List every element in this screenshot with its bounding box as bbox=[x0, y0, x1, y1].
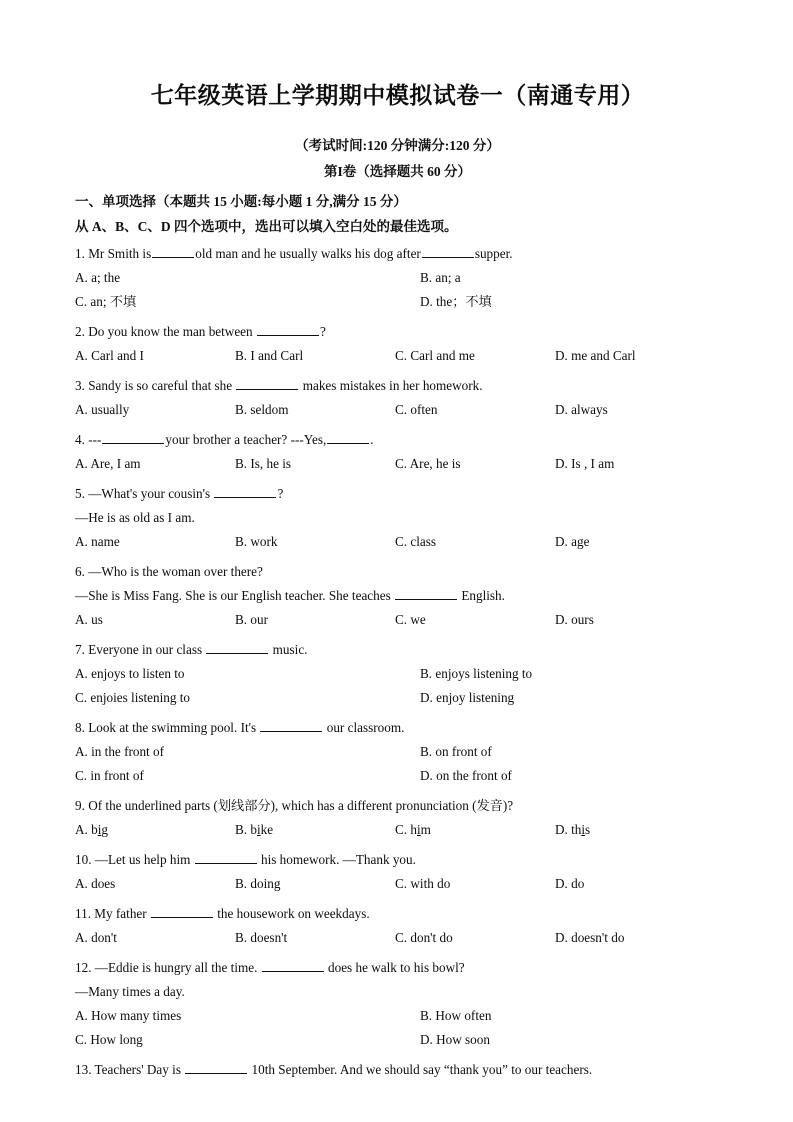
option-row bbox=[75, 290, 720, 314]
question-number: 9. bbox=[75, 798, 85, 814]
underlined-letter: i bbox=[256, 822, 261, 838]
question-text: Everyone in our class bbox=[88, 642, 206, 658]
page-title: 七年级英语上学期期中模拟试卷一（南通专用） bbox=[150, 83, 645, 108]
question-block bbox=[75, 638, 720, 710]
question-text: --- bbox=[88, 432, 102, 448]
option-item[interactable]: B. our bbox=[235, 612, 268, 628]
option-row bbox=[75, 608, 720, 632]
option-row bbox=[75, 530, 720, 554]
option-item[interactable]: D. the；不填 bbox=[420, 294, 492, 310]
question-number: 12. bbox=[75, 960, 92, 976]
question-text: supper. bbox=[474, 246, 513, 262]
option-item[interactable]: D. enjoy listening bbox=[420, 690, 515, 706]
option-row bbox=[75, 1004, 720, 1028]
question-stem bbox=[75, 956, 720, 980]
question-stem bbox=[75, 242, 720, 266]
question-stem-line2: —Many times a day. bbox=[75, 984, 185, 1000]
option-item[interactable]: C. we bbox=[395, 612, 426, 628]
option-item[interactable]: D. Is , I am bbox=[555, 456, 615, 472]
question-number: 2. bbox=[75, 324, 85, 340]
question-text: the housework on weekdays. bbox=[213, 906, 370, 922]
option-item[interactable]: C. him bbox=[395, 822, 431, 838]
option-item[interactable]: A. us bbox=[75, 612, 103, 628]
option-row bbox=[75, 764, 720, 788]
question-text: Sandy is so careful that she bbox=[88, 378, 236, 394]
option-item[interactable]: A. How many times bbox=[75, 1008, 182, 1024]
option-item[interactable]: C. an; 不填 bbox=[75, 294, 137, 310]
question-block bbox=[75, 956, 720, 1052]
option-item[interactable]: C. with do bbox=[395, 876, 451, 892]
option-item[interactable]: B. bike bbox=[235, 822, 274, 838]
question-block bbox=[75, 848, 720, 896]
question-stem bbox=[75, 1058, 720, 1082]
question-stem bbox=[75, 560, 720, 584]
question-text: —Let us help him bbox=[94, 852, 194, 868]
answer-blank bbox=[395, 587, 457, 601]
question-number: 5. bbox=[75, 486, 85, 502]
question-stem bbox=[75, 374, 720, 398]
option-item[interactable]: D. do bbox=[555, 876, 585, 892]
question-number: 13. bbox=[75, 1062, 92, 1078]
question-number: 3. bbox=[75, 378, 85, 394]
question-stem bbox=[75, 716, 720, 740]
option-item[interactable]: D. age bbox=[555, 534, 590, 550]
question-number: 6. bbox=[75, 564, 85, 580]
option-row bbox=[75, 662, 720, 686]
option-item[interactable]: C. Are, he is bbox=[395, 456, 461, 472]
question-stem bbox=[75, 482, 720, 506]
questions-list bbox=[75, 242, 720, 1082]
option-item[interactable]: B. How often bbox=[420, 1008, 492, 1024]
option-row bbox=[75, 452, 720, 476]
option-item[interactable]: C. How long bbox=[75, 1032, 143, 1048]
answer-blank bbox=[195, 851, 257, 865]
question-block bbox=[75, 320, 720, 368]
question-number: 10. bbox=[75, 852, 92, 868]
option-item[interactable]: A. does bbox=[75, 876, 116, 892]
question-stem bbox=[75, 794, 720, 818]
answer-blank bbox=[102, 431, 164, 445]
answer-blank bbox=[152, 245, 194, 259]
question-text: English. bbox=[458, 588, 505, 604]
option-item[interactable]: A. name bbox=[75, 534, 120, 550]
answer-blank bbox=[262, 959, 324, 973]
question-block bbox=[75, 482, 720, 554]
option-item[interactable]: D. on the front of bbox=[420, 768, 512, 784]
option-item[interactable]: D. doesn't do bbox=[555, 930, 625, 946]
question-block bbox=[75, 902, 720, 950]
question-block bbox=[75, 428, 720, 476]
question-block bbox=[75, 374, 720, 422]
question-stem bbox=[75, 428, 720, 452]
question-number: 4. bbox=[75, 432, 85, 448]
question-stem bbox=[75, 320, 720, 344]
question-number: 11. bbox=[75, 906, 91, 922]
question-block bbox=[75, 242, 720, 314]
answer-blank bbox=[185, 1061, 247, 1075]
option-row bbox=[75, 740, 720, 764]
section-directions: 从 A、B、C、D 四个选项中，选出可以填入空白处的最佳选项。 bbox=[75, 219, 458, 235]
question-text: Of the underlined parts (划线部分), which has a different pronunciation (发音)? bbox=[88, 798, 514, 814]
question-block bbox=[75, 716, 720, 788]
option-item[interactable]: B. on front of bbox=[420, 744, 492, 760]
question-number: 1. bbox=[75, 246, 85, 262]
underlined-letter: i bbox=[97, 822, 102, 838]
option-item[interactable]: A. enjoys to listen to bbox=[75, 666, 185, 682]
question-stem bbox=[75, 638, 720, 662]
question-stem bbox=[75, 848, 720, 872]
question-text: his homework. —Thank you. bbox=[257, 852, 416, 868]
option-item[interactable]: B. seldom bbox=[235, 402, 289, 418]
answer-blank bbox=[206, 641, 268, 655]
option-item[interactable]: A. usually bbox=[75, 402, 130, 418]
exam-info: （考试时间:120 分钟满分:120 分） bbox=[295, 137, 500, 153]
option-item[interactable]: D. ours bbox=[555, 612, 594, 628]
question-block bbox=[75, 1058, 720, 1082]
question-text: —Who is the woman over there? bbox=[88, 564, 263, 580]
question-text: music. bbox=[269, 642, 308, 658]
question-stem bbox=[75, 902, 720, 926]
question-block bbox=[75, 560, 720, 632]
option-item[interactable]: D. How soon bbox=[420, 1032, 490, 1048]
question-text: Do you know the man between bbox=[88, 324, 256, 340]
answer-blank bbox=[260, 719, 322, 733]
option-item[interactable]: B. an; a bbox=[420, 270, 461, 286]
option-item[interactable]: B. doing bbox=[235, 876, 281, 892]
question-number: 7. bbox=[75, 642, 85, 658]
question-text: makes mistakes in her homework. bbox=[299, 378, 483, 394]
option-row bbox=[75, 926, 720, 950]
question-text: does he walk to his bowl? bbox=[324, 960, 465, 976]
question-text: our classroom. bbox=[323, 720, 405, 736]
option-item[interactable]: A. Carl and I bbox=[75, 348, 144, 364]
answer-blank bbox=[422, 245, 474, 259]
option-item[interactable]: C. often bbox=[395, 402, 438, 418]
option-row bbox=[75, 686, 720, 710]
option-item[interactable]: C. Carl and me bbox=[395, 348, 475, 364]
section-heading: 一、单项选择（本题共 15 小题:每小题 1 分,满分 15 分） bbox=[75, 193, 407, 209]
option-item[interactable]: D. always bbox=[555, 402, 608, 418]
question-text: Mr Smith is bbox=[88, 246, 152, 262]
answer-blank bbox=[236, 377, 298, 391]
option-item[interactable]: B. I and Carl bbox=[235, 348, 304, 364]
option-item[interactable]: C. in front of bbox=[75, 768, 144, 784]
option-item[interactable]: A. Are, I am bbox=[75, 456, 141, 472]
question-text: . bbox=[370, 432, 374, 448]
answer-blank bbox=[327, 431, 369, 445]
question-text: Look at the swimming pool. It's bbox=[88, 720, 260, 736]
option-row bbox=[75, 872, 720, 896]
answer-blank bbox=[151, 905, 213, 919]
question-text: Teachers' Day is bbox=[94, 1062, 185, 1078]
option-item[interactable]: B. doesn't bbox=[235, 930, 288, 946]
question-text: your brother a teacher? ---Yes, bbox=[165, 432, 327, 448]
option-row bbox=[75, 1028, 720, 1052]
answer-blank bbox=[214, 485, 276, 499]
option-item[interactable]: A. don't bbox=[75, 930, 117, 946]
option-item[interactable]: C. enjoies listening to bbox=[75, 690, 191, 706]
option-item[interactable]: A. a; the bbox=[75, 270, 121, 286]
question-text: ? bbox=[277, 486, 284, 502]
option-row bbox=[75, 266, 720, 290]
question-block bbox=[75, 794, 720, 842]
question-stem-line2: —He is as old as I am. bbox=[75, 510, 195, 526]
option-item[interactable]: B. work bbox=[235, 534, 278, 550]
option-item[interactable]: A. big bbox=[75, 822, 108, 838]
underlined-letter: i bbox=[416, 822, 421, 838]
question-text: —What's your cousin's bbox=[88, 486, 214, 502]
option-row bbox=[75, 398, 720, 422]
question-text: My father bbox=[94, 906, 150, 922]
option-item[interactable]: D. this bbox=[555, 822, 591, 838]
answer-blank bbox=[257, 323, 319, 337]
option-row bbox=[75, 818, 720, 842]
page-content bbox=[75, 0, 720, 1082]
option-item[interactable]: B. enjoys listening to bbox=[420, 666, 533, 682]
question-text: —She is Miss Fang. She is our English teacher. She teaches bbox=[75, 588, 395, 604]
question-stem-line2 bbox=[75, 584, 720, 608]
option-item[interactable]: C. class bbox=[395, 534, 437, 550]
question-text: ? bbox=[319, 324, 326, 340]
part-title: 第I卷（选择题共 60 分） bbox=[323, 164, 471, 180]
question-text: —Eddie is hungry all the time. bbox=[94, 960, 261, 976]
question-text: old man and he usually walks his dog after bbox=[195, 246, 421, 262]
option-item[interactable]: B. Is, he is bbox=[235, 456, 292, 472]
option-item[interactable]: C. don't do bbox=[395, 930, 453, 946]
option-item[interactable]: A. in the front of bbox=[75, 744, 164, 760]
option-row bbox=[75, 344, 720, 368]
question-number: 8. bbox=[75, 720, 85, 736]
option-item[interactable]: D. me and Carl bbox=[555, 348, 636, 364]
underlined-letter: i bbox=[581, 822, 586, 838]
question-text: 10th September. And we should say “thank you” to our teachers. bbox=[248, 1062, 593, 1078]
